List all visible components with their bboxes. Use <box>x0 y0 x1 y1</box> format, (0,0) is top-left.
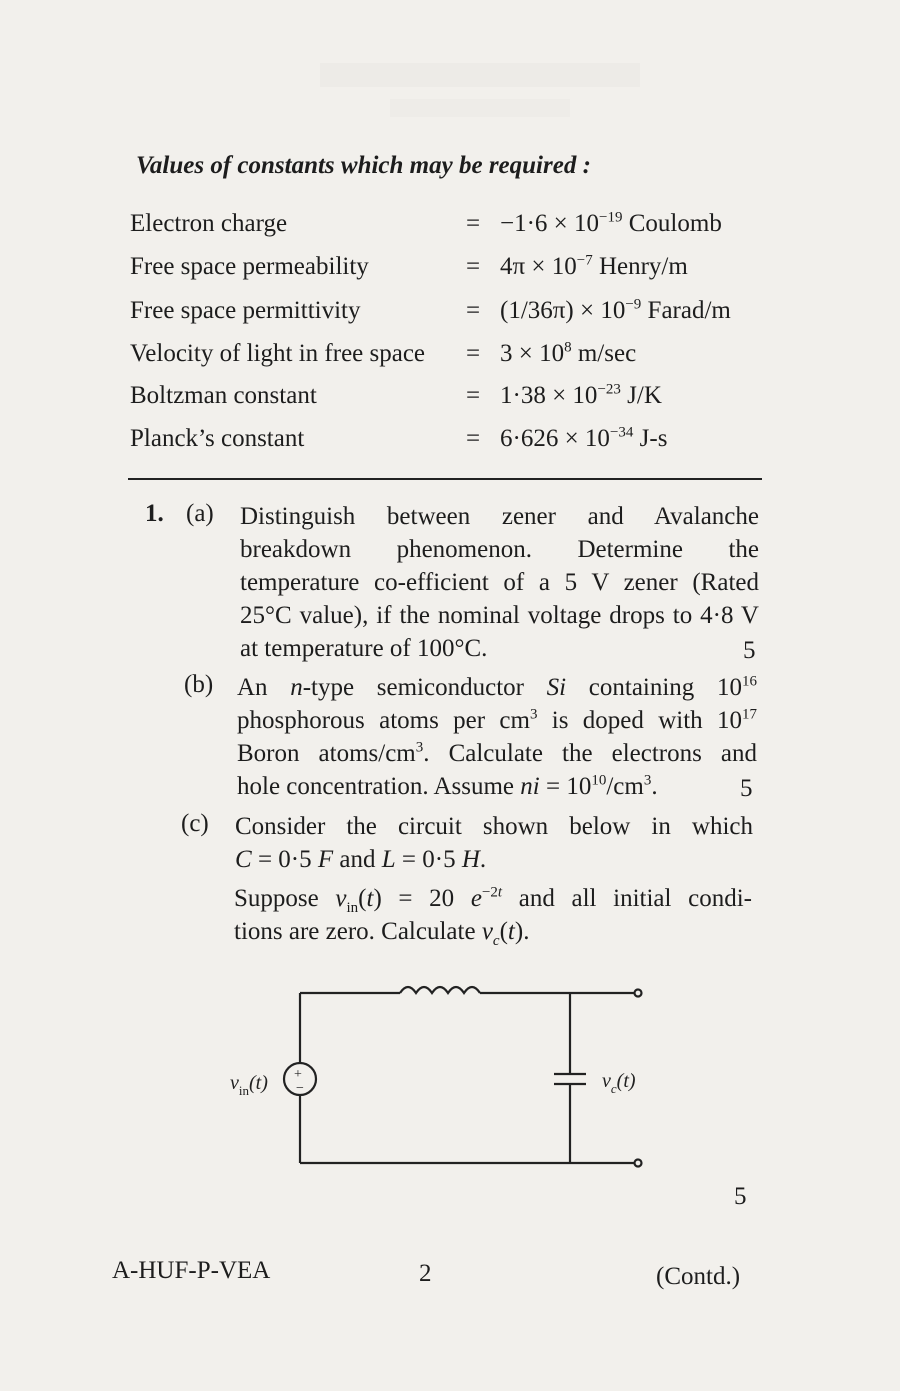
constant-name: Boltzman constant <box>130 382 317 409</box>
text-line: C = 0·5 F and L = 0·5 H. <box>235 846 487 873</box>
constant-name: Free space permittivity <box>130 297 361 324</box>
constant-equals: = <box>466 425 481 452</box>
source-plus-sign: + <box>294 1067 302 1082</box>
constant-value: $3 \times 10^8$ m/sec <box>500 339 637 367</box>
part-a-text <box>240 500 759 665</box>
part-b-label: (b) <box>184 671 214 698</box>
text-line: temperature co-efficient of a 5 V zener (Rated <box>240 569 759 596</box>
source-minus-sign: − <box>296 1081 304 1096</box>
constant-row <box>130 339 637 368</box>
faint-bleed-through-text <box>300 55 660 135</box>
part-a-label: (a) <box>186 500 214 527</box>
constant-value: $1\cdot 38 \times 10^{-23}$ J/K <box>500 381 662 409</box>
text-line: breakdown phenomenon. Determine the <box>240 536 759 563</box>
page-number: 2 <box>419 1260 432 1287</box>
constant-name: Velocity of light in free space <box>130 340 426 367</box>
part-b-text <box>237 671 757 803</box>
text-line: Suppose $v_{in}(t) = 20$ $e^{-2t}$ and all initial condi- <box>234 884 752 916</box>
constant-row <box>130 296 731 325</box>
capacitor-voltage-label: $v_c(t)$ <box>602 1070 636 1096</box>
constant-name: Electron charge <box>130 210 288 237</box>
text-line: at temperature of 100°C. <box>240 635 488 662</box>
output-terminal-bottom <box>635 1160 642 1167</box>
constant-row <box>130 424 668 453</box>
text-line: phosphorous atoms per $cm^3$ is doped with $10^{17}$ <box>237 706 758 734</box>
inductor-symbol <box>400 987 480 993</box>
text-line: Boron atoms/$cm^3$. Calculate the electrons and <box>237 739 757 767</box>
constant-equals: = <box>466 210 481 237</box>
part-a-marks: 5 <box>743 637 756 664</box>
output-terminal-top <box>635 990 642 997</box>
constant-value: $(1/36\pi) \times 10^{-9}$ Farad/m <box>500 296 731 324</box>
part-b-marks: 5 <box>740 775 753 802</box>
text-line: 25°C value), if the nominal voltage drops to 4·8 V <box>240 602 759 629</box>
continued-label: (Contd.) <box>656 1263 741 1290</box>
constant-value: $6\cdot 626 \times 10^{-34}$ J-s <box>500 424 668 452</box>
question-number: 1. <box>145 500 164 527</box>
part-c-text <box>235 810 753 876</box>
text-line: Consider the circuit shown below in which <box>235 813 753 840</box>
rlc-circuit-diagram <box>222 975 662 1190</box>
constant-name: Free space permeability <box>130 253 369 280</box>
section-divider <box>128 478 762 480</box>
constant-equals: = <box>466 297 481 324</box>
part-c-label: (c) <box>181 810 209 837</box>
text-line: hole concentration. Assume ni = $10^{10}/cm^3$. <box>237 772 658 800</box>
constant-row <box>130 209 722 238</box>
constants-heading: Values of constants which may be required : <box>136 152 591 179</box>
part-c-marks: 5 <box>734 1183 747 1210</box>
constant-equals: = <box>466 253 481 280</box>
part-c-text-2 <box>234 882 752 948</box>
constant-row <box>130 252 688 281</box>
constant-row <box>130 381 662 410</box>
constant-value: $-1\cdot 6 \times 10^{-19}$ Coulomb <box>500 209 722 237</box>
source-label: $v_{in}(t)$ <box>230 1072 268 1098</box>
constant-equals: = <box>466 382 481 409</box>
text-line: Distinguish between zener and Avalanche <box>240 503 759 530</box>
constant-name: Planck’s constant <box>130 425 305 452</box>
constant-value: $4\pi \times 10^{-7}$ Henry/m <box>500 252 688 280</box>
text-line: tions are zero. Calculate $v_c(t)$. <box>234 918 530 949</box>
constant-equals: = <box>466 340 481 367</box>
text-line: An n-type semiconductor Si containing $10^{16}$ <box>237 673 757 701</box>
paper-code: A-HUF-P-VEA <box>112 1257 271 1284</box>
